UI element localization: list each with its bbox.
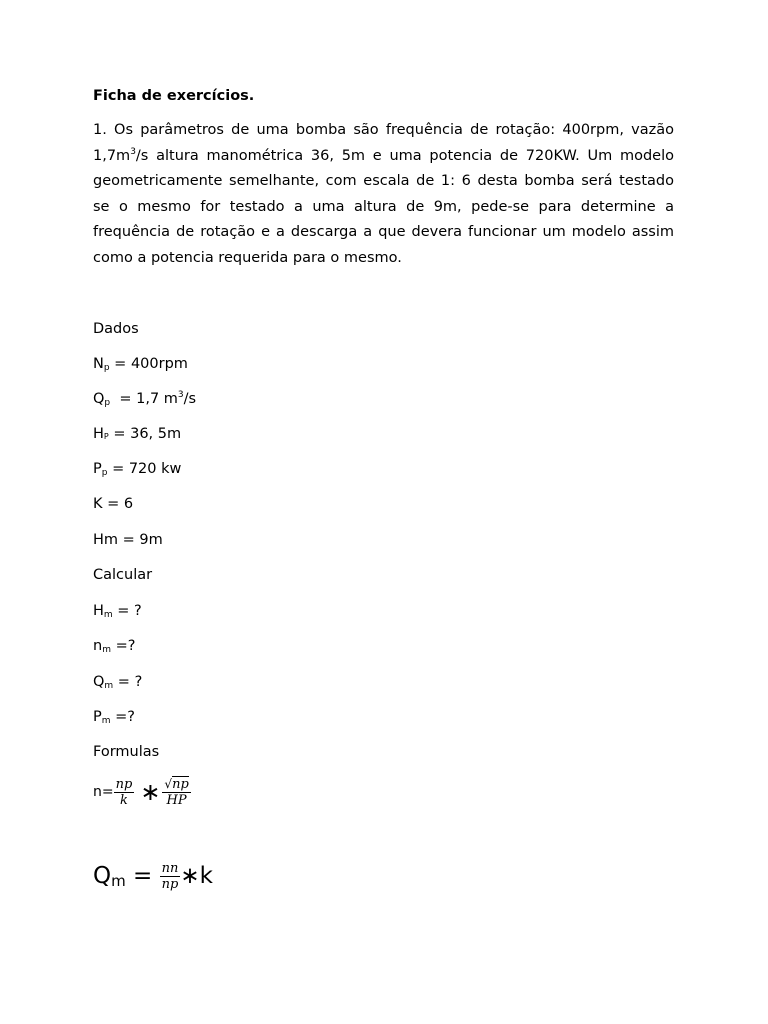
- nm-symbol: n: [93, 638, 103, 654]
- pm-symbol: P: [93, 709, 102, 725]
- formula-qm-tail: ∗k: [180, 863, 213, 889]
- fraction-denominator: k: [120, 792, 128, 808]
- qp-superscript: 3: [177, 390, 184, 401]
- hp-line: [93, 425, 181, 446]
- hm-rest: = ?: [112, 603, 142, 619]
- fraction-denominator-hp: HP: [166, 792, 187, 808]
- formula-qm-subscript: m: [111, 872, 126, 890]
- pm-question: [93, 708, 135, 730]
- multiply-star: ∗: [140, 778, 161, 806]
- nm-rest: =?: [110, 638, 136, 654]
- pp-symbol: P: [93, 461, 102, 477]
- pp-line: [93, 460, 181, 482]
- formula-qm: [93, 856, 213, 901]
- qp-symbol: Q: [93, 391, 105, 407]
- fraction-sqrt-np-over-hp: [162, 777, 190, 808]
- hm-line: Hm = 9m: [93, 532, 163, 548]
- sqrt-icon: √: [164, 776, 173, 791]
- calcular-heading: Calcular: [93, 567, 153, 583]
- k-line: K = 6: [93, 496, 134, 512]
- qm-symbol: Q: [93, 674, 105, 690]
- sqrt-numerator: [162, 777, 190, 793]
- nm-question: [93, 637, 135, 659]
- fraction-nn: nn: [161, 861, 179, 876]
- np-value: = 400rpm: [109, 356, 188, 372]
- qp-unit-tail: /s: [183, 391, 197, 407]
- pm-rest: =?: [110, 709, 135, 725]
- hp-value: = 36, 5m: [108, 426, 182, 442]
- hp-symbol: H: [93, 426, 104, 442]
- qm-rest: = ?: [113, 674, 143, 690]
- formula-qm-equals: =: [125, 863, 160, 889]
- document-page: [93, 0, 674, 1024]
- qm-question: [93, 673, 142, 695]
- pm-subscript: m: [101, 716, 111, 726]
- np-line: [93, 355, 188, 377]
- nm-subscript: m: [102, 645, 111, 655]
- qp-value: = 1,7 m: [110, 391, 178, 407]
- qm-subscript: m: [104, 681, 114, 691]
- pp-subscript: p: [101, 468, 108, 478]
- paragraph-text-part2: /s altura manométrica 36, 5m e uma potencia de 720KW. Um modelo geometricamente semelhante, com escala de 1: 6 desta bomba será testado se o mesmo for testado a uma altura de 9m, pede-se para determine a frequência de rotação e a descarga a que devera funcionar um modelo assim como a potencia requerida para o mesmo.: [93, 147, 674, 266]
- fraction-np: np: [161, 877, 179, 892]
- np-symbol: N: [93, 356, 104, 372]
- fraction-np-over-k: [114, 777, 135, 808]
- hm-symbol: H: [93, 603, 104, 619]
- cubic-superscript: 3: [130, 146, 136, 157]
- formula-n: [93, 773, 191, 811]
- sqrt-radicand: np: [172, 776, 189, 792]
- fraction-numerator: np: [115, 776, 133, 792]
- hm-subscript: m: [103, 610, 113, 620]
- pp-value: = 720 kw: [107, 461, 182, 477]
- exercise-paragraph: [93, 118, 674, 271]
- hp-subscript: P: [103, 432, 109, 441]
- paragraph-text-part1: 1. Os parâmetros de uma bomba são frequência de rotação: 400rpm, vazão 1,7m: [93, 122, 674, 164]
- document-title: Ficha de exercícios.: [93, 88, 255, 104]
- qp-line: [93, 390, 196, 412]
- formula-n-lhs: n=: [93, 784, 114, 800]
- dados-heading: Dados: [93, 321, 139, 337]
- hm-question: [93, 602, 142, 624]
- qp-subscript: p: [104, 398, 111, 408]
- formula-qm-symbol: Q: [93, 863, 112, 889]
- np-subscript: p: [103, 363, 110, 373]
- formulas-heading: Formulas: [93, 744, 160, 760]
- fraction-nn-over-np: [160, 861, 181, 892]
